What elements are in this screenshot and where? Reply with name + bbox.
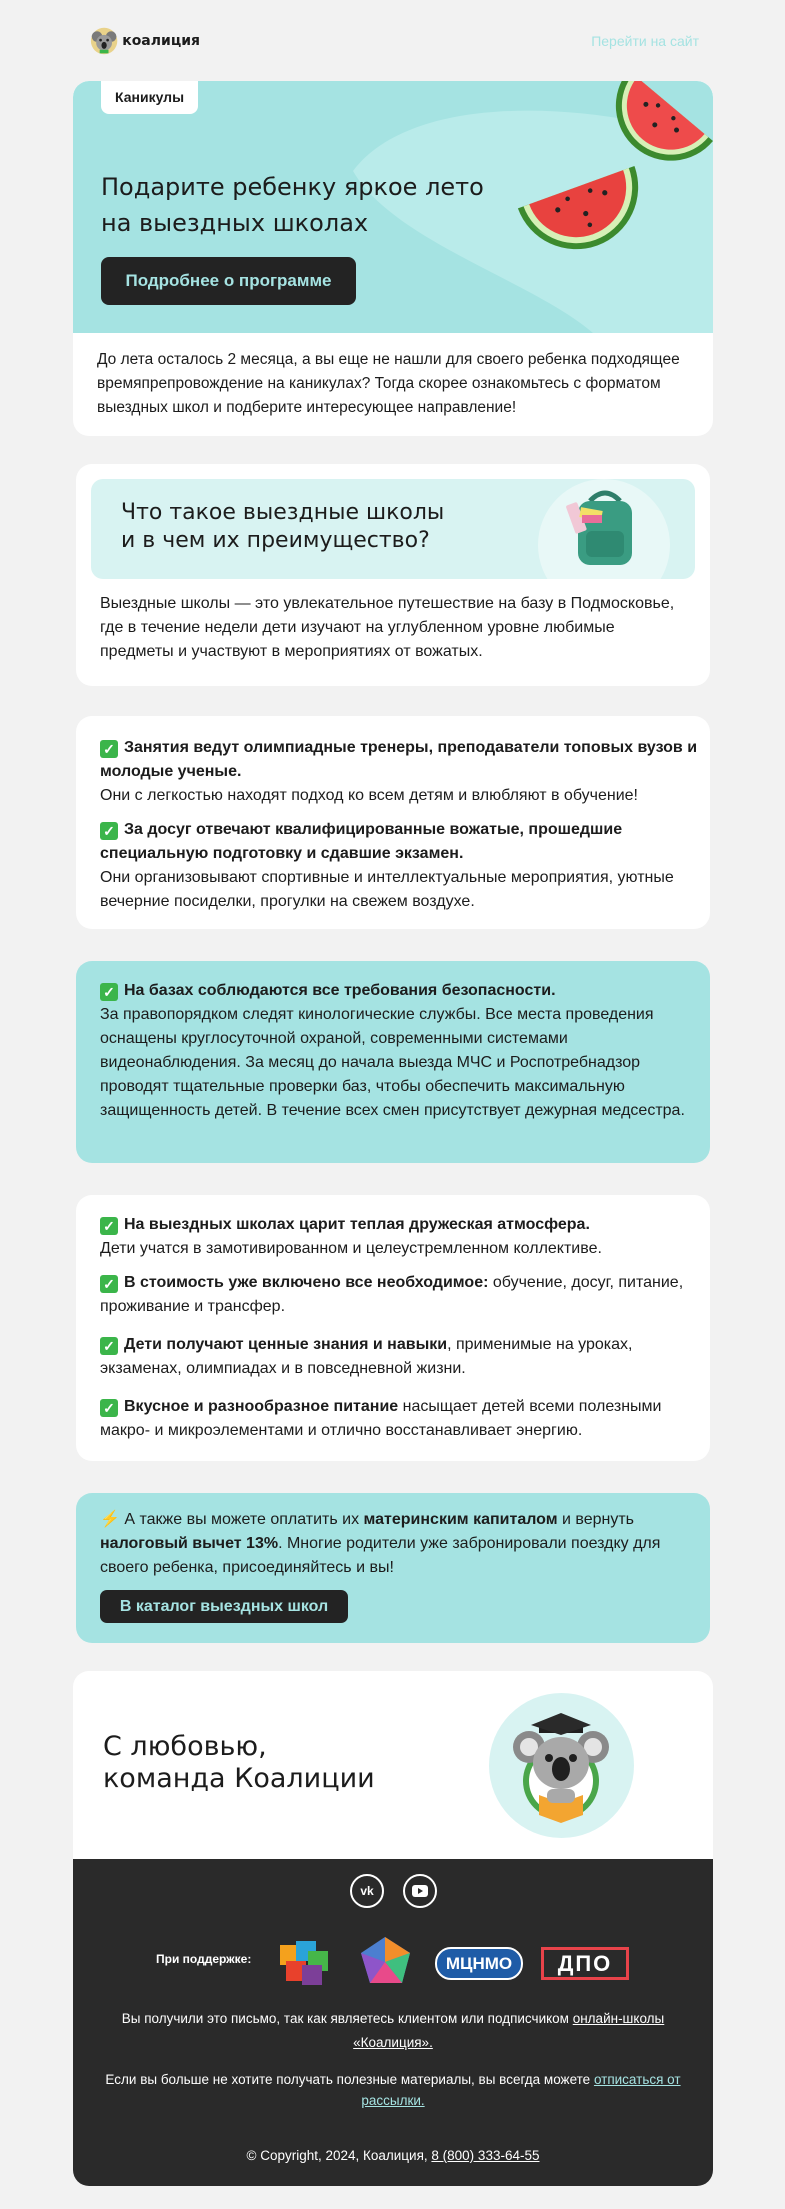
capital-highlight-maternity: материнским капиталом bbox=[363, 1511, 558, 1528]
logo-text: коалиция bbox=[122, 33, 200, 49]
benefit-text: , применимые на уроках, экзаменах, олимпиадах и в повседневной жизни. bbox=[100, 1336, 633, 1377]
benefit-item bbox=[100, 736, 700, 808]
support-label: При поддержке: bbox=[156, 1952, 252, 1966]
benefit-title: Занятия ведут олимпиадные тренеры, преподаватели топовых вузов и молодые ученые. bbox=[100, 739, 698, 780]
what-header-box bbox=[91, 479, 695, 579]
what-title bbox=[121, 499, 444, 555]
hero-card bbox=[73, 81, 713, 436]
phone-link[interactable]: 8 (800) 333-64-55 bbox=[431, 2148, 540, 2163]
check-mark-icon: ✓ bbox=[100, 740, 118, 758]
check-mark-icon: ✓ bbox=[100, 1275, 118, 1293]
koala-mascot-icon bbox=[509, 1703, 614, 1828]
partner-logo-cubes-icon bbox=[278, 1937, 333, 1987]
footer bbox=[73, 1859, 713, 2186]
benefits-card-1 bbox=[76, 716, 710, 929]
hero-title-line2: на выездных школах bbox=[101, 209, 369, 237]
signature-card bbox=[73, 1671, 713, 1881]
benefit-item bbox=[100, 1271, 700, 1319]
notice-text: Вы получили это письмо, так как являетесь клиентом или подписчиком bbox=[121, 2011, 573, 2026]
benefit-text: Они с легкостью находят подход ко всем детям и влюбляют в обучение! bbox=[100, 787, 638, 804]
unsub-text: Если вы больше не хотите получать полезные материалы, вы всегда можете bbox=[105, 2072, 594, 2087]
capital-text-part3: . Многие родители уже забронировали поездку для своего ребенка, присоединяйтесь и вы! bbox=[100, 1535, 661, 1576]
benefit-title: На выездных школах царит теплая дружеская атмосфера. bbox=[124, 1216, 590, 1233]
signature-text bbox=[103, 1731, 375, 1795]
youtube-icon[interactable] bbox=[403, 1874, 437, 1908]
signature-line2: команда Коалиции bbox=[103, 1763, 375, 1794]
hero-intro-text: До лета осталось 2 месяца, а вы еще не нашли для своего ребенка подходящее времяпрепровождение на каникулах? Тогда скорее ознакомьтесь с форматом выездных школ и подберите интересующее направление! bbox=[97, 351, 680, 416]
copyright-text: © Copyright, 2024, Коалиция, bbox=[246, 2148, 432, 2163]
go-to-site-link[interactable]: Перейти на сайт bbox=[591, 33, 699, 49]
safety-text: За правопорядком следят кинологические службы. Все места проведения оснащены круглосуточной охраной, современными системами видеонаблюдения. За месяц до начала выезда МЧС и Роспотребнадзор проводят тщательные проверки баз, чтобы обеспечить максимальную защищенность детей. В течение всех смен присутствует дежурная медсестра. bbox=[100, 1006, 685, 1119]
partner-logo-mcnmo: МЦНМО bbox=[435, 1947, 523, 1980]
catalog-button[interactable]: В каталог выездных школ bbox=[100, 1590, 348, 1623]
watermelon-slice-icon bbox=[513, 146, 653, 266]
vk-icon[interactable]: vk bbox=[350, 1874, 384, 1908]
lightning-icon: ⚡ bbox=[100, 1511, 120, 1528]
backpack-icon bbox=[564, 487, 646, 573]
copyright bbox=[93, 2148, 693, 2163]
what-card bbox=[76, 464, 710, 686]
capital-text-part2: и вернуть bbox=[557, 1511, 635, 1528]
benefit-item bbox=[100, 1213, 700, 1261]
program-details-button[interactable]: Подробнее о программе bbox=[101, 257, 356, 305]
benefit-item bbox=[100, 1333, 700, 1381]
hero-title-line1: Подарите ребенку яркое лето bbox=[101, 173, 484, 201]
check-mark-icon: ✓ bbox=[100, 1399, 118, 1417]
safety-card bbox=[76, 961, 710, 1163]
unsubscribe-notice bbox=[93, 2069, 693, 2111]
subscription-notice bbox=[93, 2007, 693, 2055]
what-text: Выездные школы — это увлекательное путешествие на базу в Подмосковье, где в течение недели дети изучают на углубленном уровне любимые предметы и участвуют в мероприятиях от вожатых. bbox=[100, 595, 675, 660]
benefit-item bbox=[100, 1395, 700, 1443]
check-mark-icon: ✓ bbox=[100, 983, 118, 1001]
capital-text bbox=[100, 1508, 690, 1580]
koala-logo-icon bbox=[90, 25, 118, 57]
what-title-line1: Что такое выездные школы bbox=[121, 500, 445, 525]
benefit-text: Они организовывают спортивные и интеллектуальные мероприятия, уютные вечерние посиделки, прогулки на свежем воздухе. bbox=[100, 869, 674, 910]
what-title-line2: и в чем их преимущество? bbox=[121, 528, 430, 553]
benefits-card-2 bbox=[76, 1195, 710, 1461]
school-link[interactable]: онлайн-школы «Коалиция». bbox=[353, 2011, 665, 2050]
check-mark-icon: ✓ bbox=[100, 1337, 118, 1355]
benefit-text: Дети учатся в замотивированном и целеустремленном коллективе. bbox=[100, 1240, 602, 1257]
partner-logo-polygon-icon bbox=[358, 1935, 413, 1989]
benefit-title: В стоимость уже включено все необходимое: bbox=[124, 1274, 489, 1291]
logo[interactable] bbox=[90, 24, 200, 58]
capital-text-part1: А также вы можете оплатить их bbox=[124, 1511, 364, 1528]
hero-title bbox=[101, 169, 484, 241]
check-mark-icon: ✓ bbox=[100, 822, 118, 840]
check-mark-icon: ✓ bbox=[100, 1217, 118, 1235]
unsubscribe-link[interactable]: отписаться от рассылки. bbox=[361, 2072, 681, 2108]
capital-card bbox=[76, 1493, 710, 1643]
benefit-title: Вкусное и разнообразное питание bbox=[124, 1398, 399, 1415]
safety-title: На базах соблюдаются все требования безопасности. bbox=[124, 982, 556, 999]
hero-banner bbox=[73, 81, 713, 333]
signature-line1: С любовью, bbox=[103, 1731, 267, 1762]
benefit-title: Дети получают ценные знания и навыки bbox=[124, 1336, 448, 1353]
partner-logo-dpo: ДПО bbox=[541, 1947, 629, 1980]
safety-item bbox=[100, 979, 690, 1123]
capital-highlight-tax: налоговый вычет 13% bbox=[100, 1535, 279, 1552]
badge-vacation: Каникулы bbox=[101, 81, 198, 114]
benefit-text: обучение, досуг, питание, проживание и трансфер. bbox=[100, 1274, 684, 1315]
benefit-title: За досуг отвечают квалифицированные вожатые, прошедшие специальную подготовку и сдавшие экзамен. bbox=[100, 821, 623, 862]
benefit-text: насыщает детей всеми полезными макро- и микроэлементами и отлично восстанавливает энергию. bbox=[100, 1398, 662, 1439]
benefit-item bbox=[100, 818, 700, 914]
